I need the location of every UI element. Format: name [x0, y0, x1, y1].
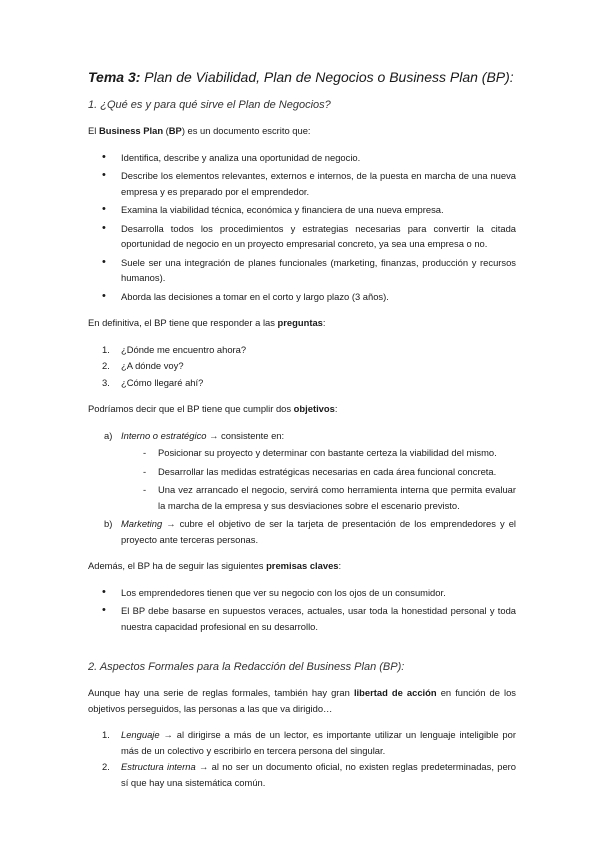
list-item: • Examina la viabilidad técnica, económica y financiera de una nueva empresa. [88, 202, 516, 218]
list-item: - Desarrollar las medidas estratégicas necesarias en cada área funcional concreta. [121, 464, 516, 480]
list-item: - Una vez arrancado el negocio, servirá como herramienta interna que permita evaluar la marcha de la empresa y sus desviaciones sobre el escenario previsto. [121, 482, 516, 513]
list-item [88, 516, 516, 547]
paragraph-text: : [322, 317, 326, 328]
objective-dash-list [121, 445, 516, 513]
intro-text: ( [163, 125, 169, 136]
list-item [88, 428, 516, 514]
section2-intro [88, 685, 516, 716]
list-number: 2. [102, 360, 110, 371]
list-item: • Suele ser una integración de planes funcionales (marketing, finanzas, producción y recursos humanos). [88, 255, 516, 286]
list-item [88, 342, 516, 358]
list-letter: b) [104, 518, 113, 529]
title-label: Tema 3: [88, 69, 141, 85]
paragraph-text: : [338, 560, 342, 571]
objectives-intro [88, 401, 516, 417]
list-item: • Aborda las decisiones a tomar en el corto y largo plazo (3 años). [88, 289, 516, 305]
intro-bold: Business Plan [98, 125, 164, 136]
section-heading-2: 2. Aspectos Formales para la Redacción del Business Plan (BP): [88, 661, 405, 673]
list-item-text: ¿Cómo llegaré ahí? [121, 376, 204, 388]
formal-aspects-list [88, 727, 516, 790]
list-letter: a) [104, 429, 113, 441]
section-heading-1: 1. ¿Qué es y para qué sirve el Plan de Negocios? [88, 99, 331, 111]
paragraph-text: en función de los objetivos perseguidos, las personas a las que va dirigido… [88, 687, 516, 714]
list-item [88, 759, 516, 790]
list-item [88, 727, 516, 758]
paragraph-bold: objetivos [293, 403, 335, 414]
list-number: 1. [102, 729, 110, 740]
intro-text: El [88, 125, 99, 136]
list-number: 1. [102, 343, 110, 355]
paragraph-text: Además, el BP ha de seguir las siguientes [88, 560, 267, 571]
objective-label: Marketing → [121, 518, 176, 529]
list-item-text: ¿Dónde me encuentro ahora? [121, 343, 247, 355]
paragraph-text: Podríamos decir que el BP tiene que cumplir dos [88, 403, 294, 414]
section1-intro [88, 123, 516, 139]
list-item [88, 358, 516, 374]
premises-intro [88, 558, 516, 574]
item-label: Lenguaje → [121, 729, 173, 740]
definition-bullet-list [88, 150, 516, 305]
paragraph-text: En definitiva, el BP tiene que responder a las [88, 317, 278, 328]
paragraph-text: Aunque hay una serie de reglas formales, también hay gran [88, 687, 354, 698]
list-item: • Los emprendedores tienen que ver su negocio con los ojos de un consumidor. [88, 585, 516, 601]
questions-list [88, 342, 516, 391]
objective-text: consistente en: [218, 429, 285, 441]
document-page [88, 68, 516, 801]
paragraph-text: : [334, 403, 338, 414]
questions-intro [88, 315, 516, 331]
list-item: • Identifica, describe y analiza una oportunidad de negocio. [88, 150, 516, 166]
objective-text: cubre el objetivo de ser la tarjeta de presentación de los emprendedores y el proyecto ante terceras personas. [121, 518, 516, 545]
item-label: Estructura interna → [121, 761, 209, 772]
list-item-text: ¿A dónde voy? [121, 360, 184, 371]
premises-list [88, 585, 516, 635]
objectives-list [88, 428, 516, 548]
paragraph-bold: preguntas [277, 317, 323, 328]
list-number: 2. [102, 761, 110, 772]
intro-text: ) es un documento escrito que: [181, 125, 311, 136]
item-text: al no ser un documento oficial, no existen reglas predeterminadas, pero sí que hay una sistemática común. [121, 761, 516, 788]
paragraph-bold: premisas claves [266, 560, 339, 571]
paragraph-bold: libertad de acción [353, 687, 437, 698]
list-item [88, 375, 516, 391]
objective-label: Interno o estratégico → [121, 429, 219, 441]
page-title [88, 68, 516, 86]
item-text: al dirigirse a más de un lector, es importante utilizar un lenguaje inteligible por más de un colectivo y escribirlo en tercera persona del singular. [121, 729, 516, 756]
list-item: • El BP debe basarse en supuestos veraces, actuales, usar toda la honestidad personal y toda nuestra capacidad profesional en su desarrollo. [88, 603, 516, 634]
list-item: - Posicionar su proyecto y determinar con bastante certeza la viabilidad del mismo. [121, 445, 516, 461]
list-item: • Desarrolla todos los procedimientos y estrategias necesarias para convertir la citada oportunidad de negocio en un proyecto empresarial concreto, ya sea una empresa o no. [88, 221, 516, 252]
title-text: Plan de Viabilidad, Plan de Negocios o Business Plan (BP): [140, 69, 514, 85]
list-item: • Describe los elementos relevantes, externos e internos, de la puesta en marcha de una nueva empresa y es preparado por el emprendedor. [88, 168, 516, 199]
intro-bold: BP [168, 125, 182, 136]
list-number: 3. [102, 376, 110, 388]
